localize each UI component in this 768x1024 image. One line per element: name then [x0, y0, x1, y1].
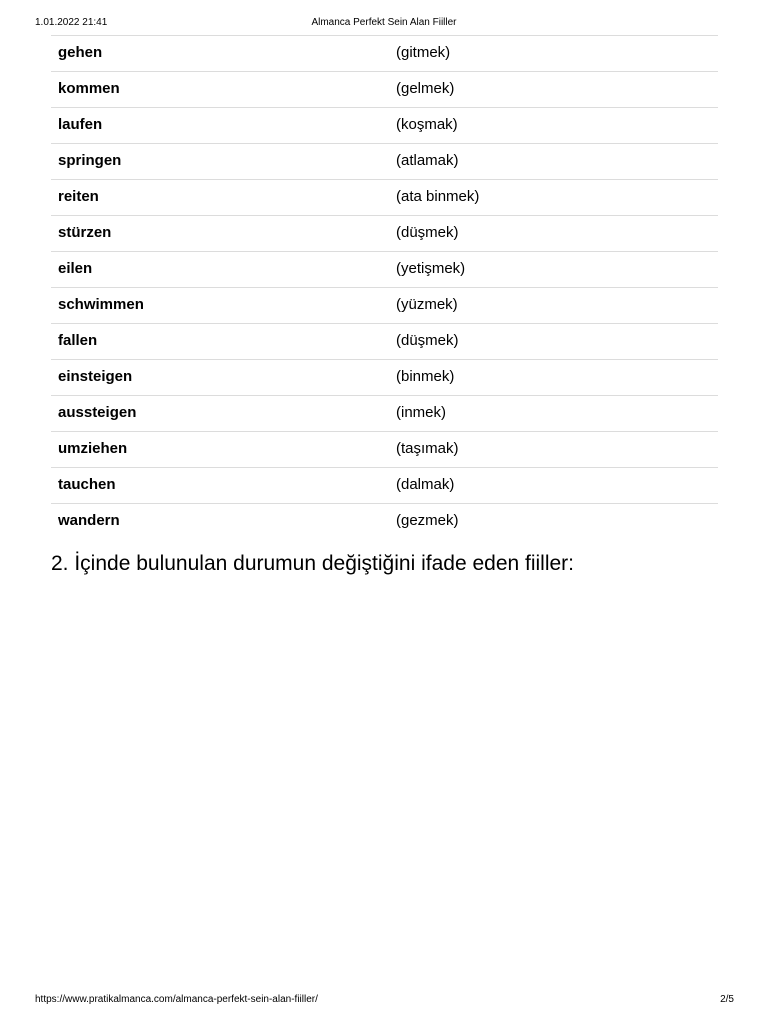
- table-row: [51, 432, 718, 468]
- table-row: [51, 180, 718, 216]
- table-row: [51, 36, 718, 72]
- table-row: [51, 108, 718, 144]
- table-row: [51, 468, 718, 504]
- verb-german: reiten: [58, 188, 99, 205]
- verb-turkish: (gelmek): [396, 80, 455, 97]
- verb-turkish: (yüzmek): [396, 296, 458, 313]
- verb-german: gehen: [58, 44, 103, 61]
- page-number: 2/5: [720, 994, 734, 1005]
- table-row: [51, 216, 718, 252]
- verb-turkish: (yetişmek): [396, 260, 466, 277]
- print-header: [0, 17, 768, 31]
- print-footer: [0, 994, 768, 1008]
- verb-german: wandern: [58, 512, 120, 529]
- verb-german: schwimmen: [58, 296, 144, 313]
- section-heading: 2. İçinde bulunulan durumun değiştiğini ifade eden fiiller:: [51, 552, 575, 575]
- verb-turkish: (atlamak): [396, 152, 459, 169]
- verb-german: fallen: [58, 332, 98, 349]
- table-row: [51, 360, 718, 396]
- verb-german: aussteigen: [58, 404, 137, 421]
- verb-german: stürzen: [58, 224, 112, 241]
- verb-turkish: (ata binmek): [396, 188, 480, 205]
- verb-table: [51, 35, 718, 539]
- verb-german: kommen: [58, 80, 120, 97]
- print-title: Almanca Perfekt Sein Alan Fiiller: [311, 17, 457, 28]
- verb-turkish: (binmek): [396, 368, 455, 385]
- verb-german: eilen: [58, 260, 93, 277]
- verb-turkish: (koşmak): [396, 116, 458, 133]
- verb-german: tauchen: [58, 476, 116, 493]
- table-row: [51, 72, 718, 108]
- verb-german: umziehen: [58, 440, 128, 457]
- verb-turkish: (düşmek): [396, 332, 459, 349]
- verb-turkish: (inmek): [396, 404, 447, 421]
- table-row: [51, 252, 718, 288]
- verb-german: einsteigen: [58, 368, 133, 385]
- verb-german: laufen: [58, 116, 103, 133]
- verb-turkish: (gezmek): [396, 512, 459, 529]
- verb-turkish: (düşmek): [396, 224, 459, 241]
- verb-german: springen: [58, 152, 122, 169]
- verb-turkish: (gitmek): [396, 44, 451, 61]
- table-row: [51, 144, 718, 180]
- table-row: [51, 396, 718, 432]
- table-row: [51, 288, 718, 324]
- footer-url: https://www.pratikalmanca.com/almanca-perfekt-sein-alan-fiiller/: [35, 994, 318, 1005]
- verb-turkish: (taşımak): [396, 440, 459, 457]
- print-datetime: 1.01.2022 21:41: [35, 17, 108, 28]
- verb-turkish: (dalmak): [396, 476, 455, 493]
- table-row: [51, 324, 718, 360]
- table-row: [51, 504, 718, 539]
